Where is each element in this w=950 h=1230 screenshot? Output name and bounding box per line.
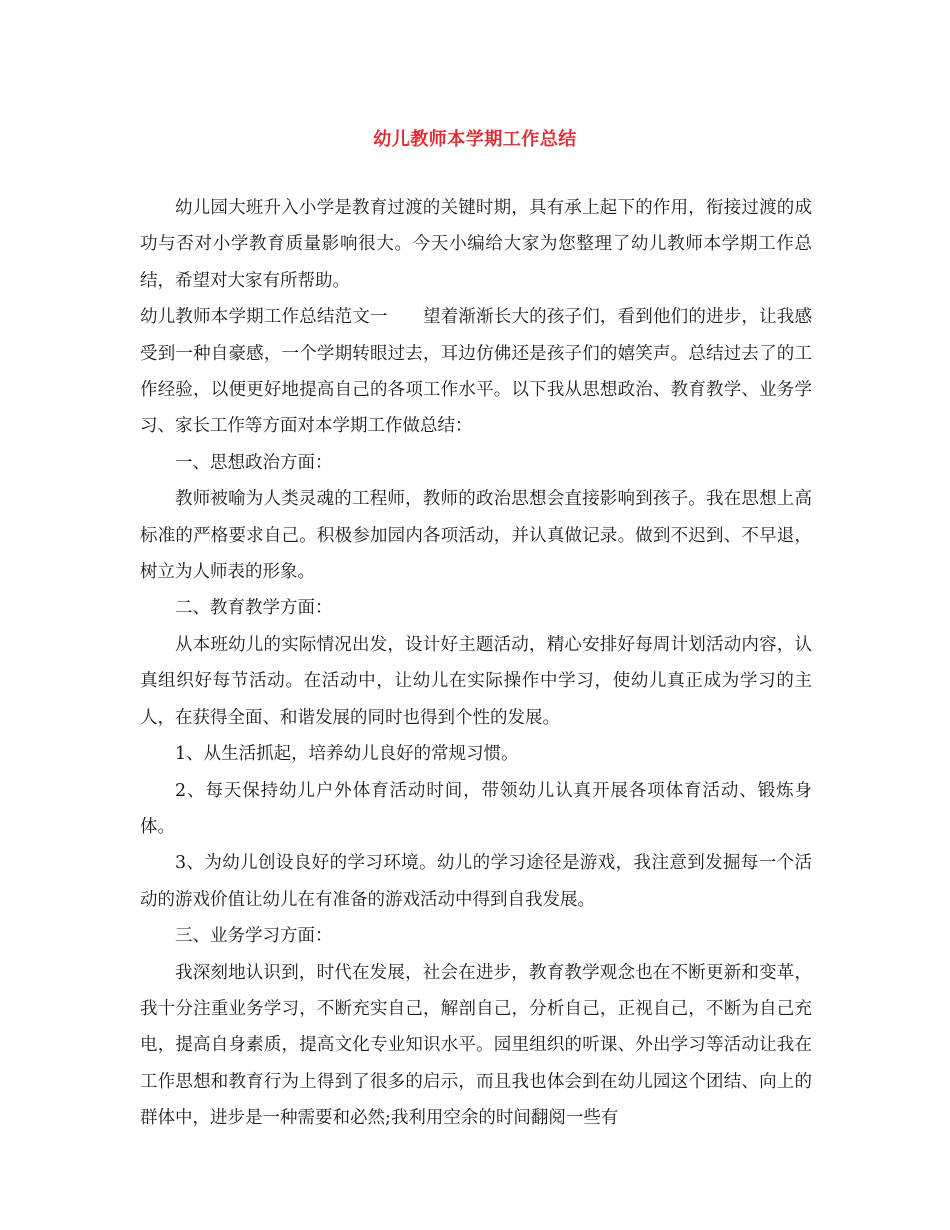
list-item-3: 3、为幼儿创设良好的学习环境。幼儿的学习途径是游戏，我注意到发掘每一个活动的游戏价值让幼儿在有准备的游戏活动中得到自我发展。 <box>140 853 812 910</box>
document-body <box>140 190 812 1137</box>
list-item-2: 2、每天保持幼儿户外体育活动时间，带领幼儿认真开展各项体育活动、锻炼身体。 <box>140 780 812 837</box>
politics-paragraph: 教师被喻为人类灵魂的工程师，教师的政治思想会直接影响到孩子。我在思想上高标准的严格要求自己。积极参加园内各项活动，并认真做记录。做到不迟到、不早退，树立为人师表的形象。 <box>140 489 812 583</box>
sample-one-paragraph: 幼儿教师本学期工作总结范文一 望着渐渐长大的孩子们，看到他们的进步，让我感受到一种自豪感，一个学期转眼过去，耳边仿佛还是孩子们的嬉笑声。总结过去了的工作经验，以便更好地提高自己的各项工作水平。以下我从思想政治、教育教学、业务学习、家长工作等方面对本学期工作做总结： <box>140 307 812 437</box>
document-title: 幼儿教师本学期工作总结 <box>373 129 577 150</box>
section-heading-study: 三、业务学习方面： <box>175 926 333 947</box>
list-item-1: 1、从生活抓起，培养幼儿良好的常规习惯。 <box>175 744 519 765</box>
teaching-paragraph: 从本班幼儿的实际情况出发，设计好主题活动，精心安排好每周计划活动内容，认真组织好每节活动。在活动中，让幼儿在实际操作中学习，使幼儿真正成为学习的主人，在获得全面、和谐发展的同时也得到个性的发展。 <box>140 634 812 728</box>
study-paragraph: 我深刻地认识到，时代在发展，社会在进步，教育教学观念也在不断更新和变革，我十分注重业务学习，不断充实自己，解剖自己，分析自己，正视自己，不断为自己充电，提高自身素质，提高文化专业知识水平。园里组织的听课、外出学习等活动让我在工作思想和教育行为上得到了很多的启示，而且我也体会到在幼儿园这个团结、向上的群体中，进步是一种需要和必然;我利用空余的时间翻阅一些有 <box>140 962 812 1129</box>
section-heading-teaching: 二、教育教学方面： <box>175 598 333 619</box>
intro-paragraph: 幼儿园大班升入小学是教育过渡的关键时期，具有承上起下的作用，衔接过渡的成功与否对小学教育质量影响很大。今天小编给大家为您整理了幼儿教师本学期工作总结，希望对大家有所帮助。 <box>140 198 812 291</box>
section-heading-politics: 一、思想政治方面： <box>175 452 333 473</box>
